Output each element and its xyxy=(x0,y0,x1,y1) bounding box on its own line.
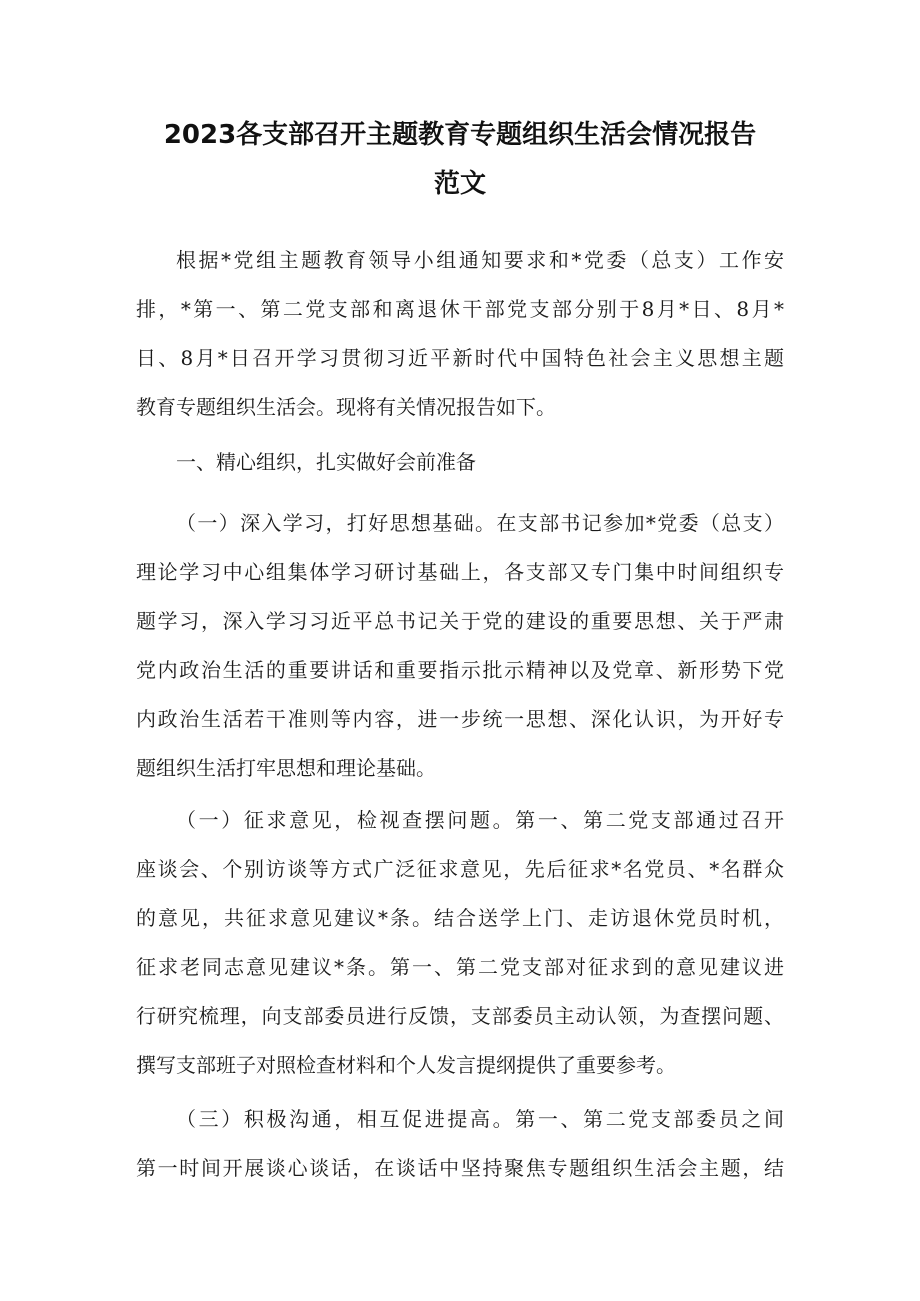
paragraph-line: （一）征求意见，检视查摆问题。第一、第二党支部通过召开 xyxy=(176,808,784,832)
paragraph-line: 党内政治生活的重要讲话和重要指示批示精神以及党章、新形势下党 xyxy=(136,658,784,682)
paragraph-line: （三）积极沟通，相互促进提高。第一、第二党支部委员之间 xyxy=(176,1107,784,1131)
paragraph-line: 座谈会、个别访谈等方式广泛征求意见，先后征求*名党员、*名群众 xyxy=(136,857,784,881)
document-title-line-2: 范文 xyxy=(433,169,486,199)
paragraph-line: 教育专题组织生活会。现将有关情况报告如下。 xyxy=(136,395,556,419)
paragraph-line: 题学习，深入学习习近平总书记关于党的建设的重要思想、关于严肃 xyxy=(136,609,784,633)
paragraph-line: 行研究梳理，向支部委员进行反馈，支部委员主动认领，为查摆问题、 xyxy=(136,1004,784,1028)
paragraph-line: 理论学习中心组集体学习研讨基础上，各支部又专门集中时间组织专 xyxy=(136,560,784,584)
paragraph-line: 的意见，共征求意见建议*条。结合送学上门、走访退休党员时机， xyxy=(136,906,784,930)
paragraph-line: 征求老同志意见建议*条。第一、第二党支部对征求到的意见建议进 xyxy=(136,955,784,979)
document-title-line-1: 2023各支部召开主题教育专题组织生活会情况报告 xyxy=(163,120,757,150)
paragraph-line: 第一时间开展谈心谈话，在谈话中坚持聚焦专题组织生活会主题，结 xyxy=(136,1156,784,1180)
paragraph-line: 排，*第一、第二党支部和离退休干部党支部分别于8月*日、8月* xyxy=(136,297,784,321)
paragraph-line: 内政治生活若干准则等内容，进一步统一思想、深化认识，为开好专 xyxy=(136,707,784,731)
paragraph-line: 根据*党组主题教育领导小组通知要求和*党委（总支）工作安 xyxy=(176,248,784,272)
paragraph-line: （一）深入学习，打好思想基础。在支部书记参加*党委（总支） xyxy=(176,511,784,535)
paragraph-line: 日、8月*日召开学习贯彻习近平新时代中国特色社会主义思想主题 xyxy=(136,346,784,370)
paragraph-line: 撰写支部班子对照检查材料和个人发言提纲提供了重要参考。 xyxy=(136,1053,676,1077)
paragraph-line: 题组织生活打牢思想和理论基础。 xyxy=(136,756,436,780)
section-heading-text: 一、精心组织，扎实做好会前准备 xyxy=(176,450,476,474)
